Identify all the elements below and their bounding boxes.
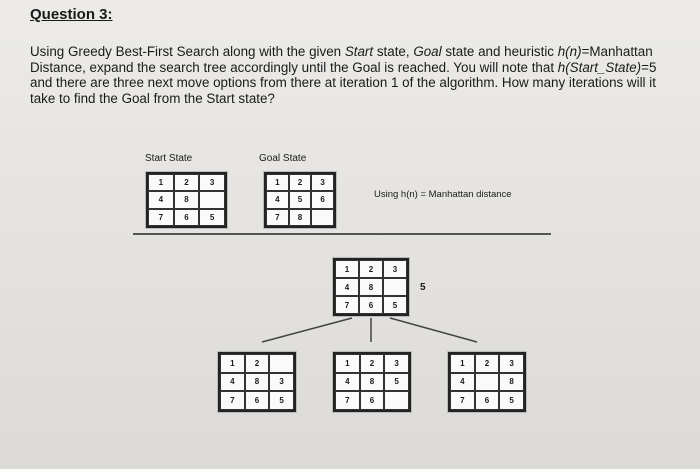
puzzle-tile: 7 (266, 209, 289, 226)
start-heuristic-term: h(Start_State) (557, 59, 642, 75)
puzzle-tile: 7 (335, 391, 360, 410)
puzzle-tile: 4 (266, 191, 289, 208)
puzzle-tile: 3 (383, 260, 407, 278)
puzzle-tile: 8 (174, 191, 200, 208)
question-text-part: =5 and there are three next move options from there at iteration 1 of the algorithm. How many iterations will it take to find the Goal from the Start state? (30, 59, 657, 106)
question-text-part: =Manhattan Distance, expand the search tree accordingly until the Goal is reached. You will note that (30, 44, 653, 75)
puzzle-tile: 6 (311, 191, 334, 208)
puzzle-tile: 4 (220, 373, 245, 392)
heuristic-note: Using h(n) = Manhattan distance (374, 189, 512, 200)
puzzle-tile: 1 (148, 174, 174, 191)
edge-left (262, 318, 352, 342)
puzzle-tile: 4 (450, 373, 475, 392)
puzzle-tile: 8 (359, 278, 383, 296)
start-state-label: Start State (145, 153, 193, 164)
puzzle-tile: 5 (383, 296, 407, 314)
puzzle-tile: 2 (359, 260, 383, 278)
puzzle-tile: 3 (199, 174, 225, 191)
question-text-part: state and heuristic (441, 44, 558, 59)
puzzle-tile: 7 (450, 391, 475, 410)
puzzle-tile: 2 (360, 354, 385, 373)
puzzle-tile: 3 (311, 174, 334, 191)
puzzle-tile: 5 (199, 209, 225, 226)
puzzle-tile: 5 (384, 373, 409, 392)
puzzle-blank-cell (384, 391, 409, 410)
puzzle-tile: 3 (384, 354, 409, 373)
puzzle-tile: 8 (360, 373, 385, 392)
puzzle-tile: 2 (174, 174, 200, 191)
puzzle-tile: 7 (335, 296, 359, 314)
puzzle-tile: 8 (499, 373, 524, 392)
puzzle-tile: 4 (148, 191, 174, 208)
puzzle-tile: 7 (220, 391, 245, 410)
question-heading: Question 3: (30, 6, 113, 23)
question-text-part: state, (373, 44, 414, 59)
puzzle-tile: 6 (360, 391, 385, 410)
child-right-board (448, 352, 526, 412)
puzzle-tile: 2 (245, 354, 270, 373)
puzzle-tile: 3 (269, 373, 294, 392)
start-term: Start (344, 44, 374, 59)
puzzle-tile: 1 (335, 260, 359, 278)
heuristic-term: h(n) (557, 44, 582, 59)
puzzle-tile: 6 (245, 391, 270, 410)
puzzle-tile: 4 (335, 278, 359, 296)
goal-state-label: Goal State (259, 153, 307, 164)
puzzle-tile: 3 (499, 354, 524, 373)
puzzle-tile: 1 (220, 354, 245, 373)
edge-right (390, 318, 477, 342)
puzzle-tile: 1 (335, 354, 360, 373)
puzzle-blank-cell (269, 354, 294, 373)
puzzle-tile: 1 (450, 354, 475, 373)
puzzle-tile: 8 (245, 373, 270, 392)
child-left-board (218, 352, 296, 412)
puzzle-tile: 4 (335, 373, 360, 392)
puzzle-tile: 8 (289, 209, 312, 226)
root-heuristic-value: 5 (420, 282, 426, 293)
puzzle-tile: 1 (266, 174, 289, 191)
puzzle-tile: 5 (499, 391, 524, 410)
puzzle-tile: 2 (289, 174, 312, 191)
puzzle-tile: 5 (289, 191, 312, 208)
puzzle-tile: 6 (174, 209, 200, 226)
goal-term: Goal (413, 44, 442, 59)
question-text-part: Using Greedy Best-First Search along with the given (30, 44, 345, 59)
puzzle-tile: 2 (475, 354, 500, 373)
puzzle-blank-cell (475, 373, 500, 392)
puzzle-tile: 7 (148, 209, 174, 226)
puzzle-tile: 6 (475, 391, 500, 410)
puzzle-tile: 5 (269, 391, 294, 410)
child-middle-board (333, 352, 411, 412)
puzzle-tile: 6 (359, 296, 383, 314)
